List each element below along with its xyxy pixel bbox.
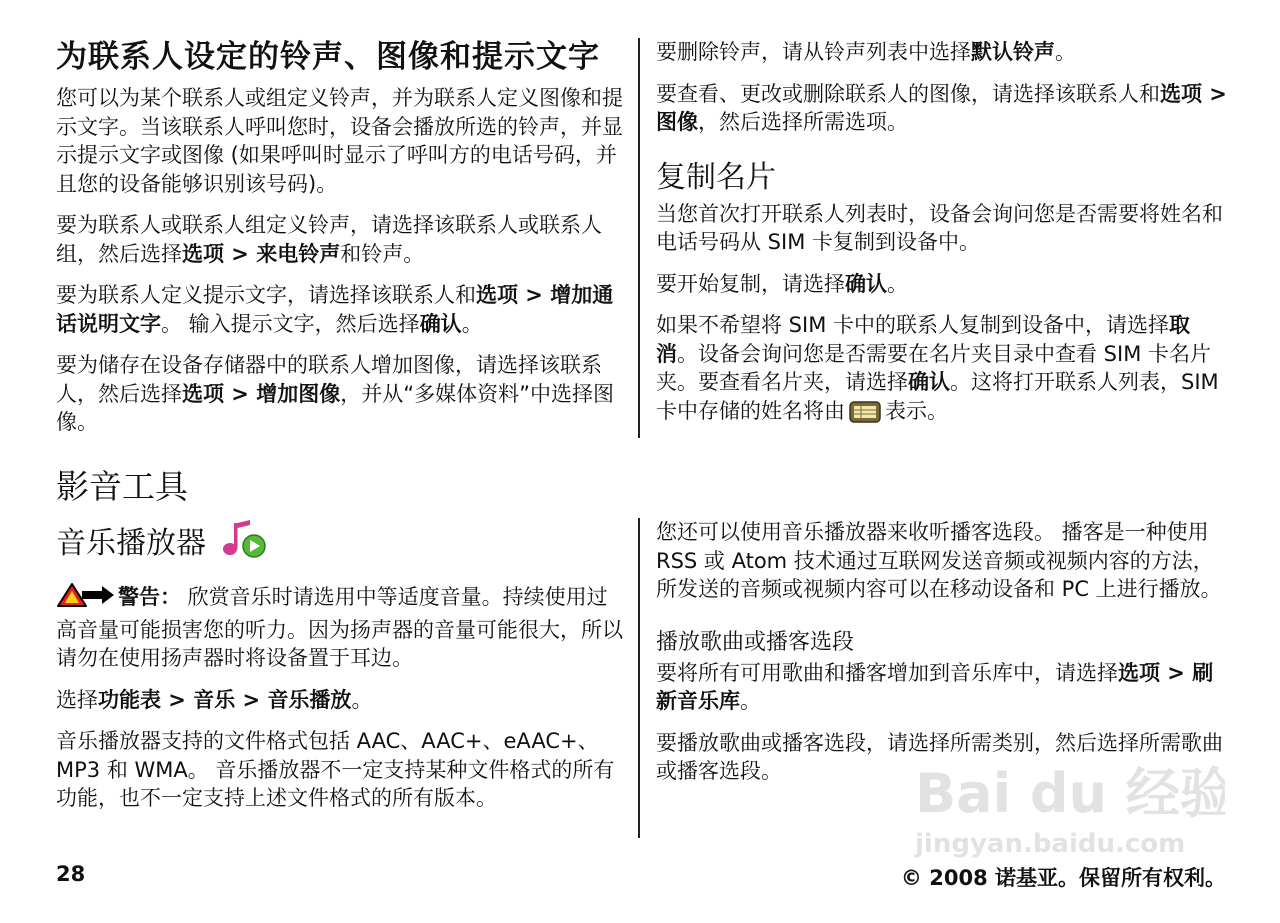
column-divider-bottom: [638, 518, 640, 838]
section-title-play-songs: 播放歌曲或播客选段: [656, 629, 855, 655]
paragraph-play-song: 要播放歌曲或播客选段，请选择所需类别，然后选择所需歌曲或播客选段。: [656, 730, 1223, 783]
column-divider-top: [638, 38, 640, 438]
watermark-brand: Bai du 经验: [915, 762, 1225, 825]
paragraph-warning: 警告： 欣赏音乐时请选用中等适度音量。持续使用过高音量可能损害您的听力。因为扬声器的音量可能很大，所以请勿在使用扬声器时将设备置于耳边。: [56, 582, 628, 673]
right-bottom-column: [656, 518, 1228, 786]
paragraph-set-ringtone: 要为联系人或联系人组定义铃声，请选择该联系人或联系人组，然后选择选项 > 来电铃声和铃声。: [56, 213, 602, 266]
warning-icon: [56, 582, 116, 616]
sim-contact-icon: [849, 399, 881, 431]
paragraph-start-copy: 要开始复制，请选择确认。: [656, 271, 908, 296]
section-title-music-player: [56, 518, 628, 570]
paragraph-file-formats: 音乐播放器支持的文件格式包括 AAC、AAC+、eAAC+、MP3 和 WMA。 音乐播放器不一定支持某种文件格式的所有功能，也不一定支持上述文件格式的所有版本。: [56, 729, 615, 810]
music-player-icon: [220, 518, 270, 570]
left-bottom-column: [56, 518, 628, 813]
paragraph-refresh-library: 要将所有可用歌曲和播客增加到音乐库中，请选择选项 > 刷新音乐库。: [656, 660, 1214, 713]
music-player-title-text: 音乐播放器: [56, 526, 206, 561]
left-top-column: [56, 38, 628, 437]
section-title-ringtones: 为联系人设定的铃声、图像和提示文字: [56, 39, 600, 75]
section-title-media-tools: 影音工具: [56, 467, 188, 506]
watermark-url: jingyan.baidu.com: [915, 829, 1186, 859]
right-top-column: [656, 38, 1228, 430]
paragraph-add-image: 要为储存在设备存储器中的联系人增加图像，请选择该联系人，然后选择选项 > 增加图像，并从“多媒体资料”中选择图像。: [56, 353, 614, 434]
paragraph-copy-intro: 当您首次打开联系人列表时，设备会询问您是否需要将姓名和电话号码从 SIM 卡复制到设备中。: [656, 201, 1223, 254]
section-title-copy-cards: 复制名片: [656, 159, 776, 195]
copyright: © 2008 诺基亚。保留所有权利。: [900, 866, 1226, 890]
paragraph-sim-cancel: 如果不希望将 SIM 卡中的联系人复制到设备中，请选择取消。设备会询问您是否需要在名片夹目录中查看 SIM 卡名片夹。要查看名片夹，请选择确认。这将打开联系人列表，SIM 卡中存储的姓名将由 表示。: [656, 311, 1228, 430]
paragraph-view-image: 要查看、更改或删除联系人的图像，请选择该联系人和选项 > 图像，然后选择所需选项。: [656, 81, 1227, 134]
paragraph-ringtone-intro: 您可以为某个联系人或组定义铃声，并为联系人定义图像和提示文字。当该联系人呼叫您时，设备会播放所选的铃声，并显示提示文字或图像 (如果呼叫时显示了呼叫方的电话号码，并且您的设备能够识别该号码)。: [56, 86, 623, 196]
paragraph-open-music: 选择功能表 > 音乐 > 音乐播放。: [56, 687, 373, 712]
paragraph-set-alert-text: 要为联系人定义提示文字，请选择该联系人和选项 > 增加通话说明文字。 输入提示文字，然后选择确认。: [56, 283, 614, 336]
paragraph-podcasts: 您还可以使用音乐播放器来收听播客选段。 播客是一种使用 RSS 或 Atom 技术通过互联网发送音频或视频内容的方法，所发送的音频或视频内容可以在移动设备和 PC 上进行播放。: [656, 520, 1222, 601]
baidu-watermark: [905, 752, 1225, 867]
page-number: 28: [56, 862, 86, 886]
paragraph-delete-ringtone: 要删除铃声，请从铃声列表中选择默认铃声。: [656, 40, 1076, 64]
